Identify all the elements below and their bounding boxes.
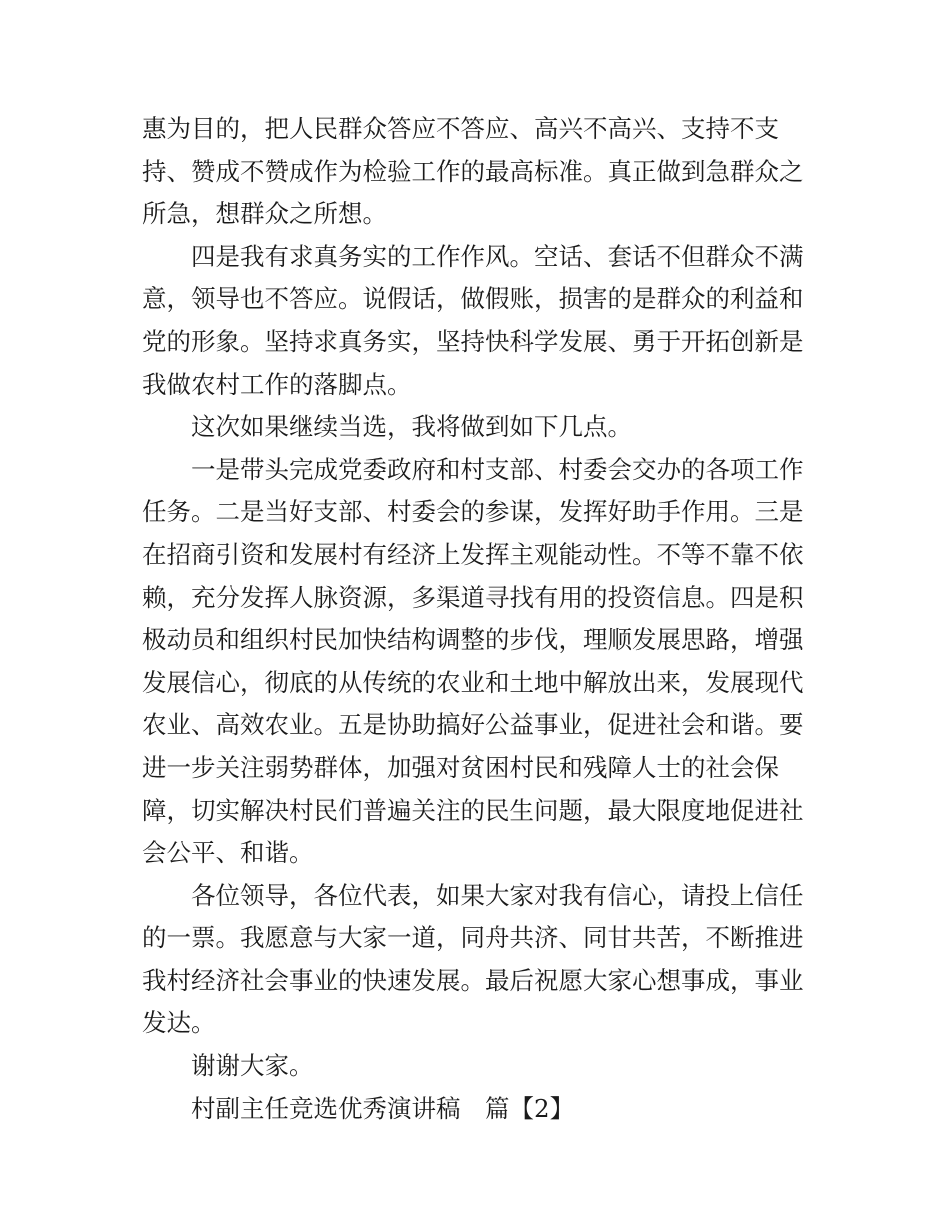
text-line: 谢谢大家。 bbox=[191, 1051, 314, 1081]
text-line: 持、赞成不赞成作为检验工作的最高标准。真正做到急群众之 bbox=[142, 156, 804, 186]
text-line: 四是我有求真务实的工作作风。空话、套话不但群众不满 bbox=[191, 241, 804, 271]
text-line: 发达。 bbox=[142, 1008, 216, 1038]
text-line: 会公平、和谐。 bbox=[142, 838, 314, 868]
text-line: 一是带头完成党委政府和村支部、村委会交办的各项工作 bbox=[191, 454, 804, 484]
document-body bbox=[142, 108, 812, 1130]
text-line: 惠为目的，把人民群众答应不答应、高兴不高兴、支持不支 bbox=[142, 114, 779, 143]
text-line: 农业、高效农业。五是协助搞好公益事业，促进社会和谐。要 bbox=[142, 710, 804, 740]
text-line: 任务。二是当好支部、村委会的参谋，发挥好助手作用。三是 bbox=[142, 497, 804, 527]
text-line: 极动员和组织村民加快结构调整的步伐，理顺发展思路，增强 bbox=[142, 625, 804, 655]
text-line: 我村经济社会事业的快速发展。最后祝愿大家心想事成，事业 bbox=[142, 965, 804, 995]
text-line: 在招商引资和发展村有经济上发挥主观能动性。不等不靠不依 bbox=[142, 539, 804, 569]
text-line: 障，切实解决村民们普遍关注的民生问题，最大限度地促进社 bbox=[142, 795, 804, 825]
text-line: 赖，充分发挥人脉资源，多渠道寻找有用的投资信息。四是积 bbox=[142, 582, 804, 612]
text-line: 意，领导也不答应。说假话，做假账，损害的是群众的利益和 bbox=[142, 284, 804, 314]
text-line: 我做农村工作的落脚点。 bbox=[142, 369, 412, 399]
text-line: 进一步关注弱势群体，加强对贫困村民和残障人士的社会保 bbox=[142, 752, 779, 782]
text-line: 各位领导，各位代表，如果大家对我有信心，请投上信任 bbox=[191, 880, 804, 910]
text-line: 发展信心，彻底的从传统的农业和土地中解放出来，发展现代 bbox=[142, 667, 804, 697]
text-line: 党的形象。坚持求真务实，坚持快科学发展、勇于开拓创新是 bbox=[142, 326, 804, 356]
text-line: 所急，想群众之所想。 bbox=[142, 199, 387, 229]
text-line: 村副主任竞选优秀演讲稿 篇【2】 bbox=[191, 1093, 575, 1123]
text-line: 的一票。我愿意与大家一道，同舟共济、同甘共苦，不断推进 bbox=[142, 923, 804, 953]
text-line: 这次如果继续当选，我将做到如下几点。 bbox=[191, 412, 632, 442]
